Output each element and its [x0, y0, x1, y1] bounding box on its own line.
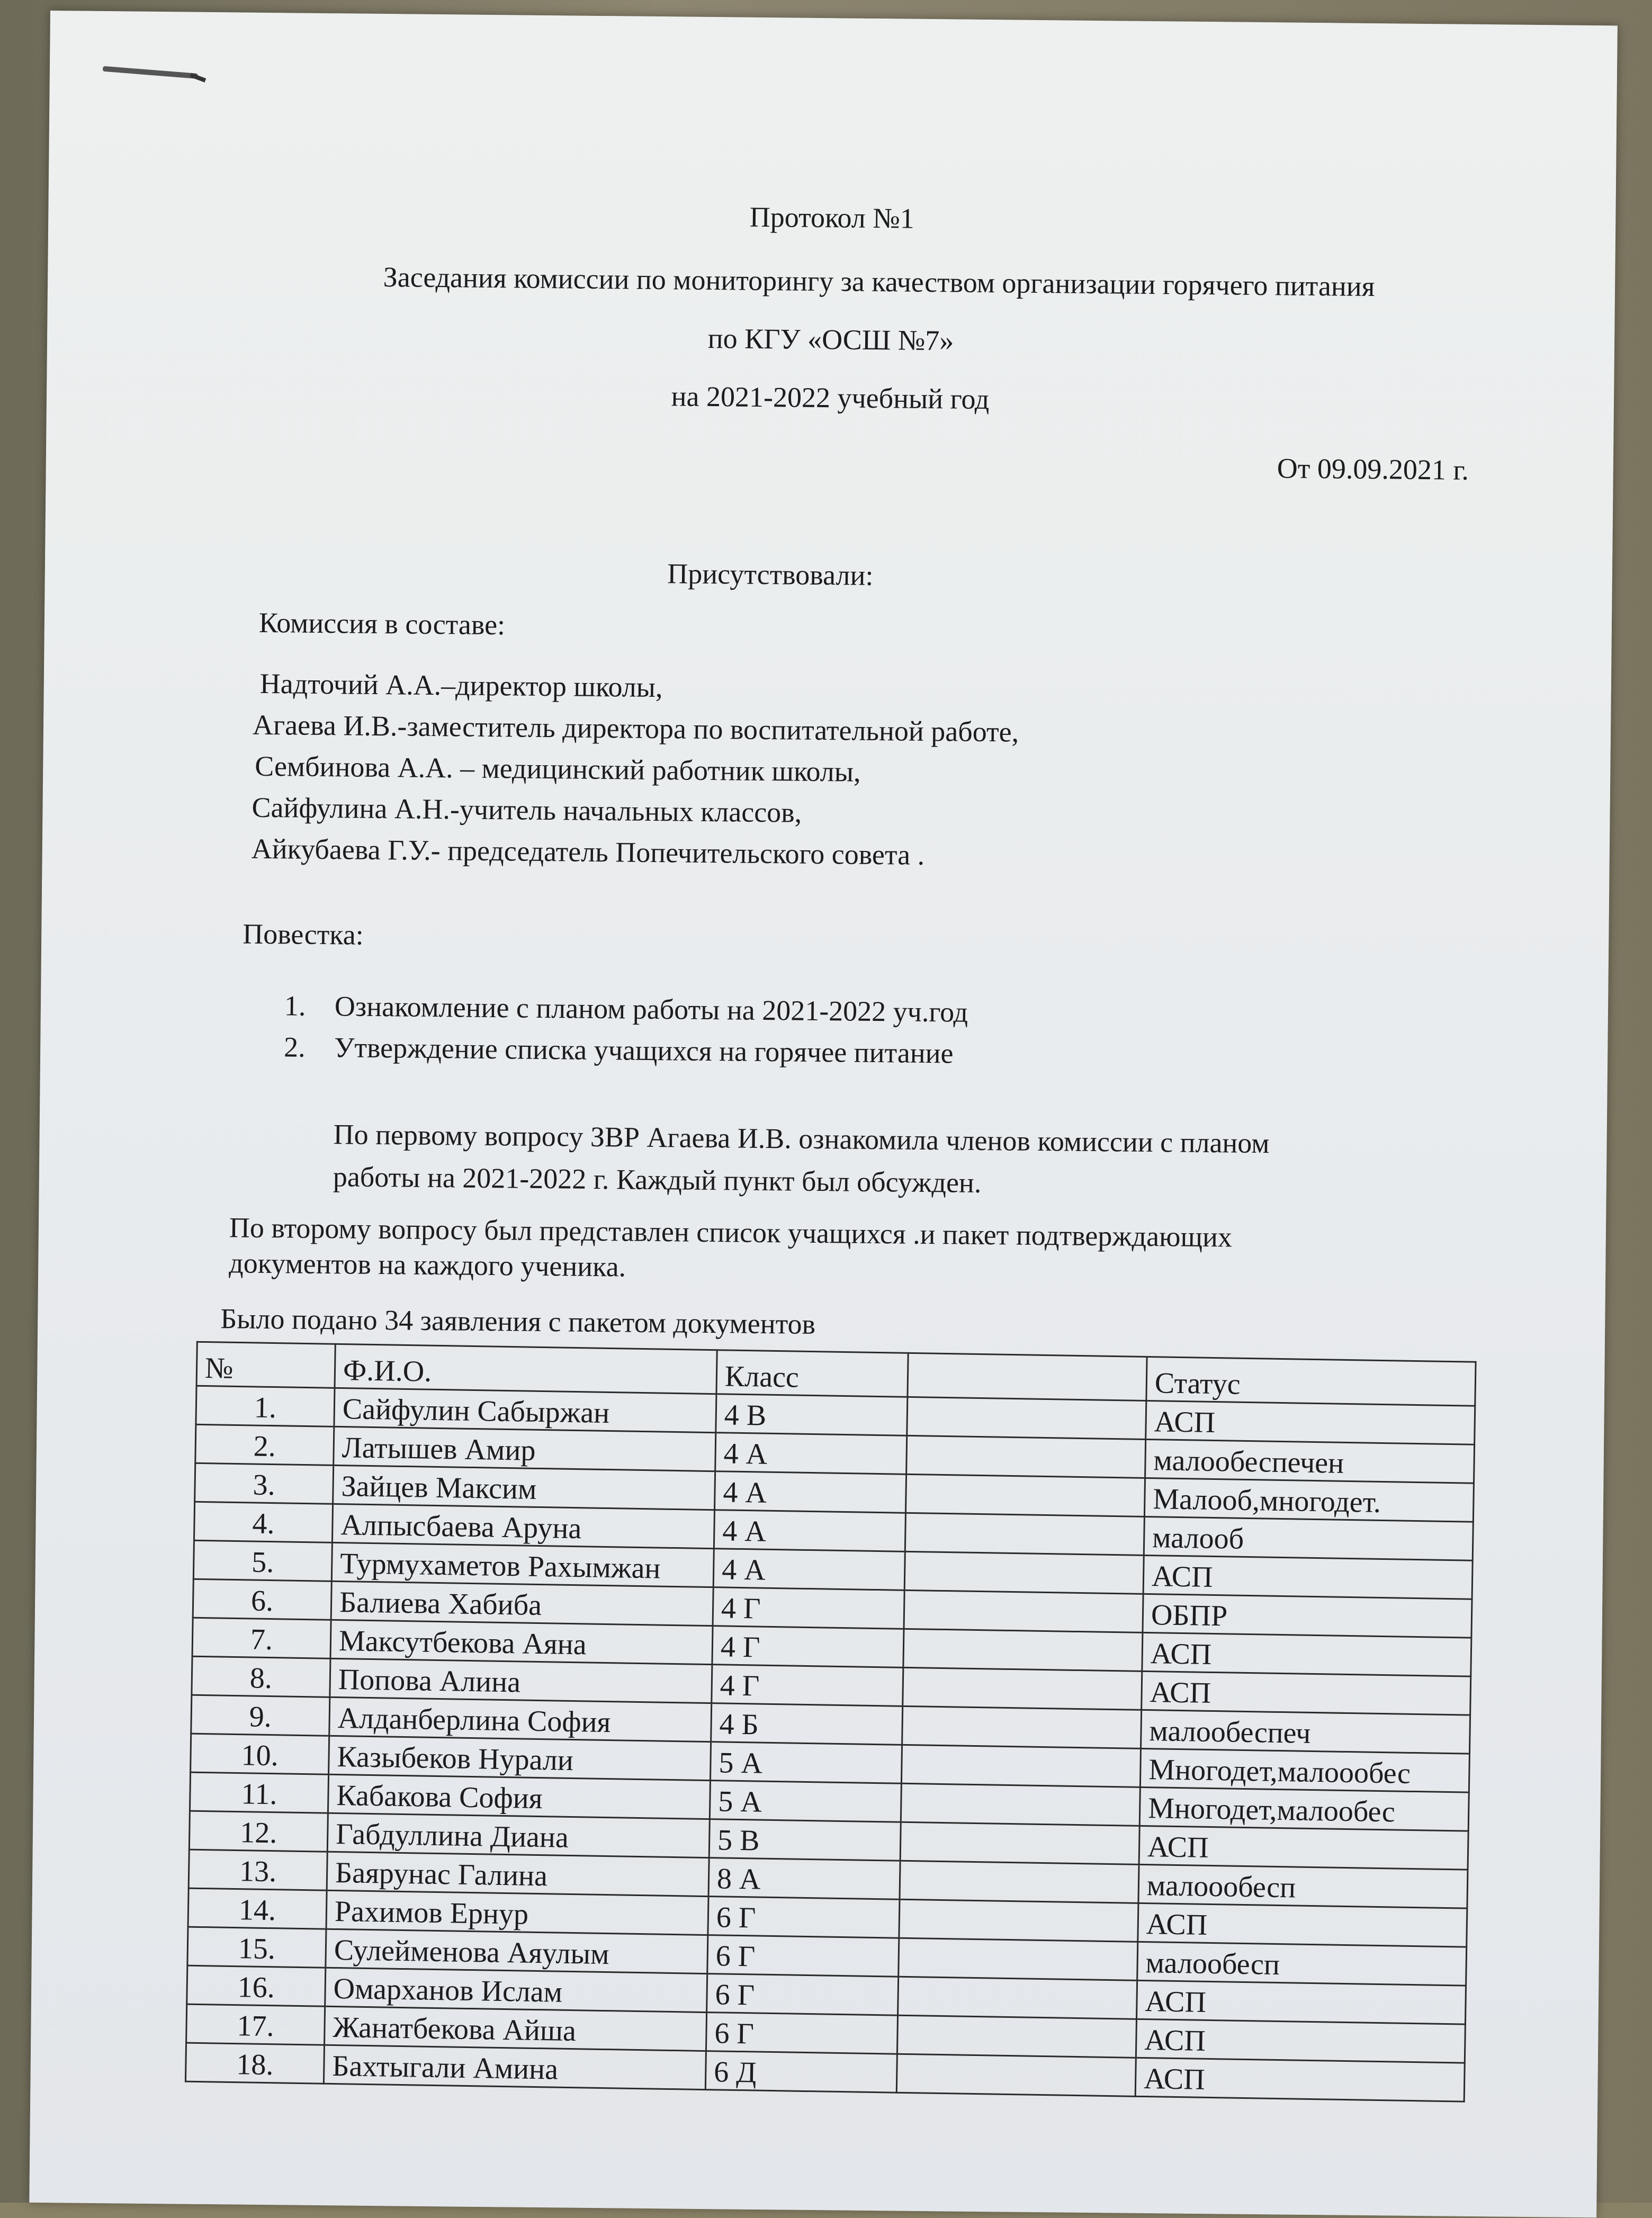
document-subtitle-line3: на 2021-2022 учебный год	[671, 380, 990, 416]
row-class-cell: 8 А	[708, 1858, 900, 1900]
row-number-cell: 6.	[193, 1579, 331, 1620]
row-status-cell: малооб	[1144, 1516, 1473, 1560]
row-empty-cell	[906, 1435, 1146, 1478]
row-class-cell: 6 Г	[707, 1935, 899, 1977]
row-name-cell: Балиева Хабиба	[331, 1581, 713, 1626]
row-name-cell: Жанатбекова Айша	[325, 2006, 707, 2051]
row-status-cell: малооoбесп	[1138, 1864, 1468, 1908]
document-title: Протокол №1	[749, 201, 915, 235]
row-class-cell: 4 В	[716, 1394, 908, 1436]
row-number-cell: 11.	[190, 1772, 328, 1813]
document-date: От 09.09.2021 г.	[1277, 452, 1469, 486]
row-empty-cell	[902, 1706, 1142, 1748]
row-empty-cell	[901, 1783, 1140, 1826]
row-empty-cell	[905, 1474, 1145, 1516]
row-status-cell: малообесп	[1137, 1942, 1467, 1986]
agenda-item-number: 2.	[283, 1031, 306, 1063]
row-empty-cell	[900, 1822, 1139, 1864]
row-empty-cell	[900, 1861, 1139, 1903]
row-name-cell: Омарханов Ислам	[325, 1968, 707, 2012]
row-class-cell: 5 А	[710, 1742, 902, 1784]
row-class-cell: 6 Г	[706, 2013, 897, 2054]
row-name-cell: Габдуллина Диана	[327, 1813, 710, 1857]
paper-sheet	[29, 11, 1618, 2217]
row-empty-cell	[905, 1513, 1144, 1555]
row-status-cell: АСП	[1143, 1555, 1473, 1599]
header-full-name: Ф.И.О.	[335, 1344, 717, 1394]
row-number-cell: 12.	[189, 1811, 328, 1852]
row-class-cell: 4 А	[713, 1549, 905, 1591]
row-number-cell: 10.	[191, 1734, 329, 1774]
row-name-cell: Латышев Амир	[334, 1426, 716, 1471]
question2-paragraph-line2: документов на каждого ученика.	[229, 1247, 626, 1283]
row-class-cell: 4 Б	[711, 1703, 903, 1745]
member-line: Надточий А.А.–директор школы,	[259, 667, 663, 704]
row-class-cell: 4 А	[715, 1471, 906, 1513]
row-name-cell: Казыбеков Нурали	[329, 1736, 711, 1780]
agenda-item-text: Ознакомление с планом работы на 2021-2022 уч.год	[334, 990, 968, 1028]
row-number-cell: 2.	[195, 1424, 334, 1465]
row-class-cell: 6 Д	[705, 2051, 897, 2093]
row-status-cell: АСП	[1138, 1903, 1467, 1947]
row-name-cell: Попова Алина	[330, 1658, 712, 1703]
member-line: Сайфулина А.Н.-учитель начальных классов,	[252, 791, 802, 829]
row-name-cell: Рахимов Ернур	[326, 1890, 708, 1935]
header-empty	[908, 1353, 1147, 1400]
row-empty-cell	[904, 1551, 1144, 1594]
row-status-cell: Многодет,малооoбес	[1140, 1748, 1469, 1792]
row-name-cell: Зайцев Максим	[333, 1465, 715, 1510]
row-name-cell: Баярунас Галина	[327, 1852, 709, 1896]
row-status-cell: Многодет,малообес	[1139, 1787, 1469, 1831]
row-status-cell: АСП	[1135, 2058, 1465, 2102]
row-number-cell: 4.	[194, 1502, 333, 1542]
member-line: Сембинова А.А. – медицинский работник школы,	[255, 750, 861, 788]
row-number-cell: 16.	[187, 1965, 326, 2006]
row-empty-cell	[907, 1397, 1146, 1439]
row-status-cell: Малооб,многодет.	[1144, 1478, 1474, 1522]
row-number-cell: 17.	[186, 2004, 325, 2045]
row-class-cell: 4 Г	[712, 1626, 904, 1668]
row-name-cell: Турмухаметов Рахымжан	[331, 1542, 714, 1587]
row-class-cell: 4 А	[714, 1510, 905, 1552]
member-line: Агаева И.В.-заместитель директора по воспитательной работе,	[252, 708, 1019, 748]
document-subtitle-line2: по КГУ «ОСШ №7»	[707, 322, 954, 357]
question1-paragraph-line2: работы на 2021-2022 г. Каждый пункт был обсужден.	[333, 1161, 982, 1199]
row-name-cell: Сулейменова Аяулым	[326, 1929, 708, 1973]
row-status-cell: АСП	[1142, 1671, 1471, 1715]
row-empty-cell	[899, 1938, 1138, 1980]
row-name-cell: Алпысбаева Аруна	[332, 1504, 714, 1548]
row-empty-cell	[898, 1977, 1137, 2019]
question1-paragraph-line1: По первому вопросу ЗВР Агаева И.В. ознакомила членов комиссии с планом	[333, 1118, 1270, 1160]
row-number-cell: 8.	[192, 1656, 330, 1697]
row-number-cell: 14.	[188, 1888, 327, 1929]
row-class-cell: 6 Г	[708, 1897, 900, 1938]
member-line: Айкубаева Г.У.- председатель Попечительского совета .	[251, 832, 925, 871]
row-class-cell: 4 Г	[713, 1587, 904, 1629]
row-status-cell: АСП	[1136, 1980, 1466, 2024]
row-name-cell: Кабакова София	[328, 1774, 710, 1819]
header-number: №	[196, 1342, 335, 1388]
agenda-heading: Повестка:	[242, 918, 364, 951]
row-class-cell: 5 А	[710, 1781, 901, 1822]
header-class: Класс	[716, 1350, 908, 1397]
row-empty-cell	[896, 2054, 1136, 2096]
row-name-cell: Максутбекова Аяна	[330, 1620, 713, 1664]
row-number-cell: 7.	[192, 1618, 331, 1658]
row-status-cell: малообеспеч	[1141, 1710, 1470, 1754]
row-status-cell: АСП	[1146, 1400, 1475, 1444]
row-empty-cell	[903, 1667, 1142, 1710]
question2-paragraph-line1: По второму вопросу был представлен список учащихся .и пакет подтверждающих	[229, 1211, 1233, 1253]
staple-tail	[190, 73, 206, 83]
students-table	[185, 1341, 1477, 2103]
row-number-cell: 13.	[188, 1849, 327, 1890]
row-name-cell: Бахтыгали Амина	[324, 2045, 706, 2089]
row-empty-cell	[901, 1745, 1141, 1787]
row-class-cell: 4 А	[715, 1433, 907, 1475]
staple-mark	[103, 66, 198, 79]
row-status-cell: АСП	[1136, 2019, 1465, 2063]
row-empty-cell	[904, 1590, 1143, 1632]
row-status-cell: ОБПР	[1143, 1594, 1472, 1638]
row-number-cell: 9.	[191, 1695, 330, 1736]
row-name-cell: Алданберлина София	[329, 1697, 712, 1741]
row-class-cell: 6 Г	[707, 1974, 899, 2016]
row-number-cell: 1.	[196, 1386, 335, 1426]
document-subtitle-line1: Заседания комиссии по мониторингу за качеством организации горячего питания	[383, 261, 1375, 303]
row-class-cell: 4 Г	[712, 1665, 903, 1707]
commission-heading: Комиссия в составе:	[258, 606, 506, 641]
header-status: Статус	[1146, 1357, 1476, 1406]
attended-heading: Присутствовали:	[667, 558, 874, 591]
row-number-cell: 5.	[193, 1540, 332, 1581]
row-status-cell: АСП	[1142, 1632, 1471, 1676]
row-number-cell: 18.	[185, 2043, 324, 2084]
row-class-cell: 5 В	[709, 1819, 901, 1861]
row-number-cell: 3.	[195, 1463, 334, 1504]
row-empty-cell	[897, 2015, 1136, 2058]
row-status-cell: малообеспечен	[1145, 1439, 1475, 1483]
agenda-item-text: Утверждение списка учащихся на горячее питание	[334, 1031, 954, 1070]
row-number-cell: 15.	[187, 1927, 326, 1968]
applications-count-text: Было подано 34 заявления с пакетом документов	[220, 1303, 816, 1340]
row-status-cell: АСП	[1139, 1826, 1468, 1870]
row-empty-cell	[899, 1899, 1138, 1942]
row-name-cell: Сайфулин Сабыржан	[334, 1388, 716, 1432]
students-table-body	[185, 1386, 1475, 2102]
agenda-item-number: 1.	[284, 990, 306, 1022]
row-empty-cell	[903, 1629, 1143, 1671]
